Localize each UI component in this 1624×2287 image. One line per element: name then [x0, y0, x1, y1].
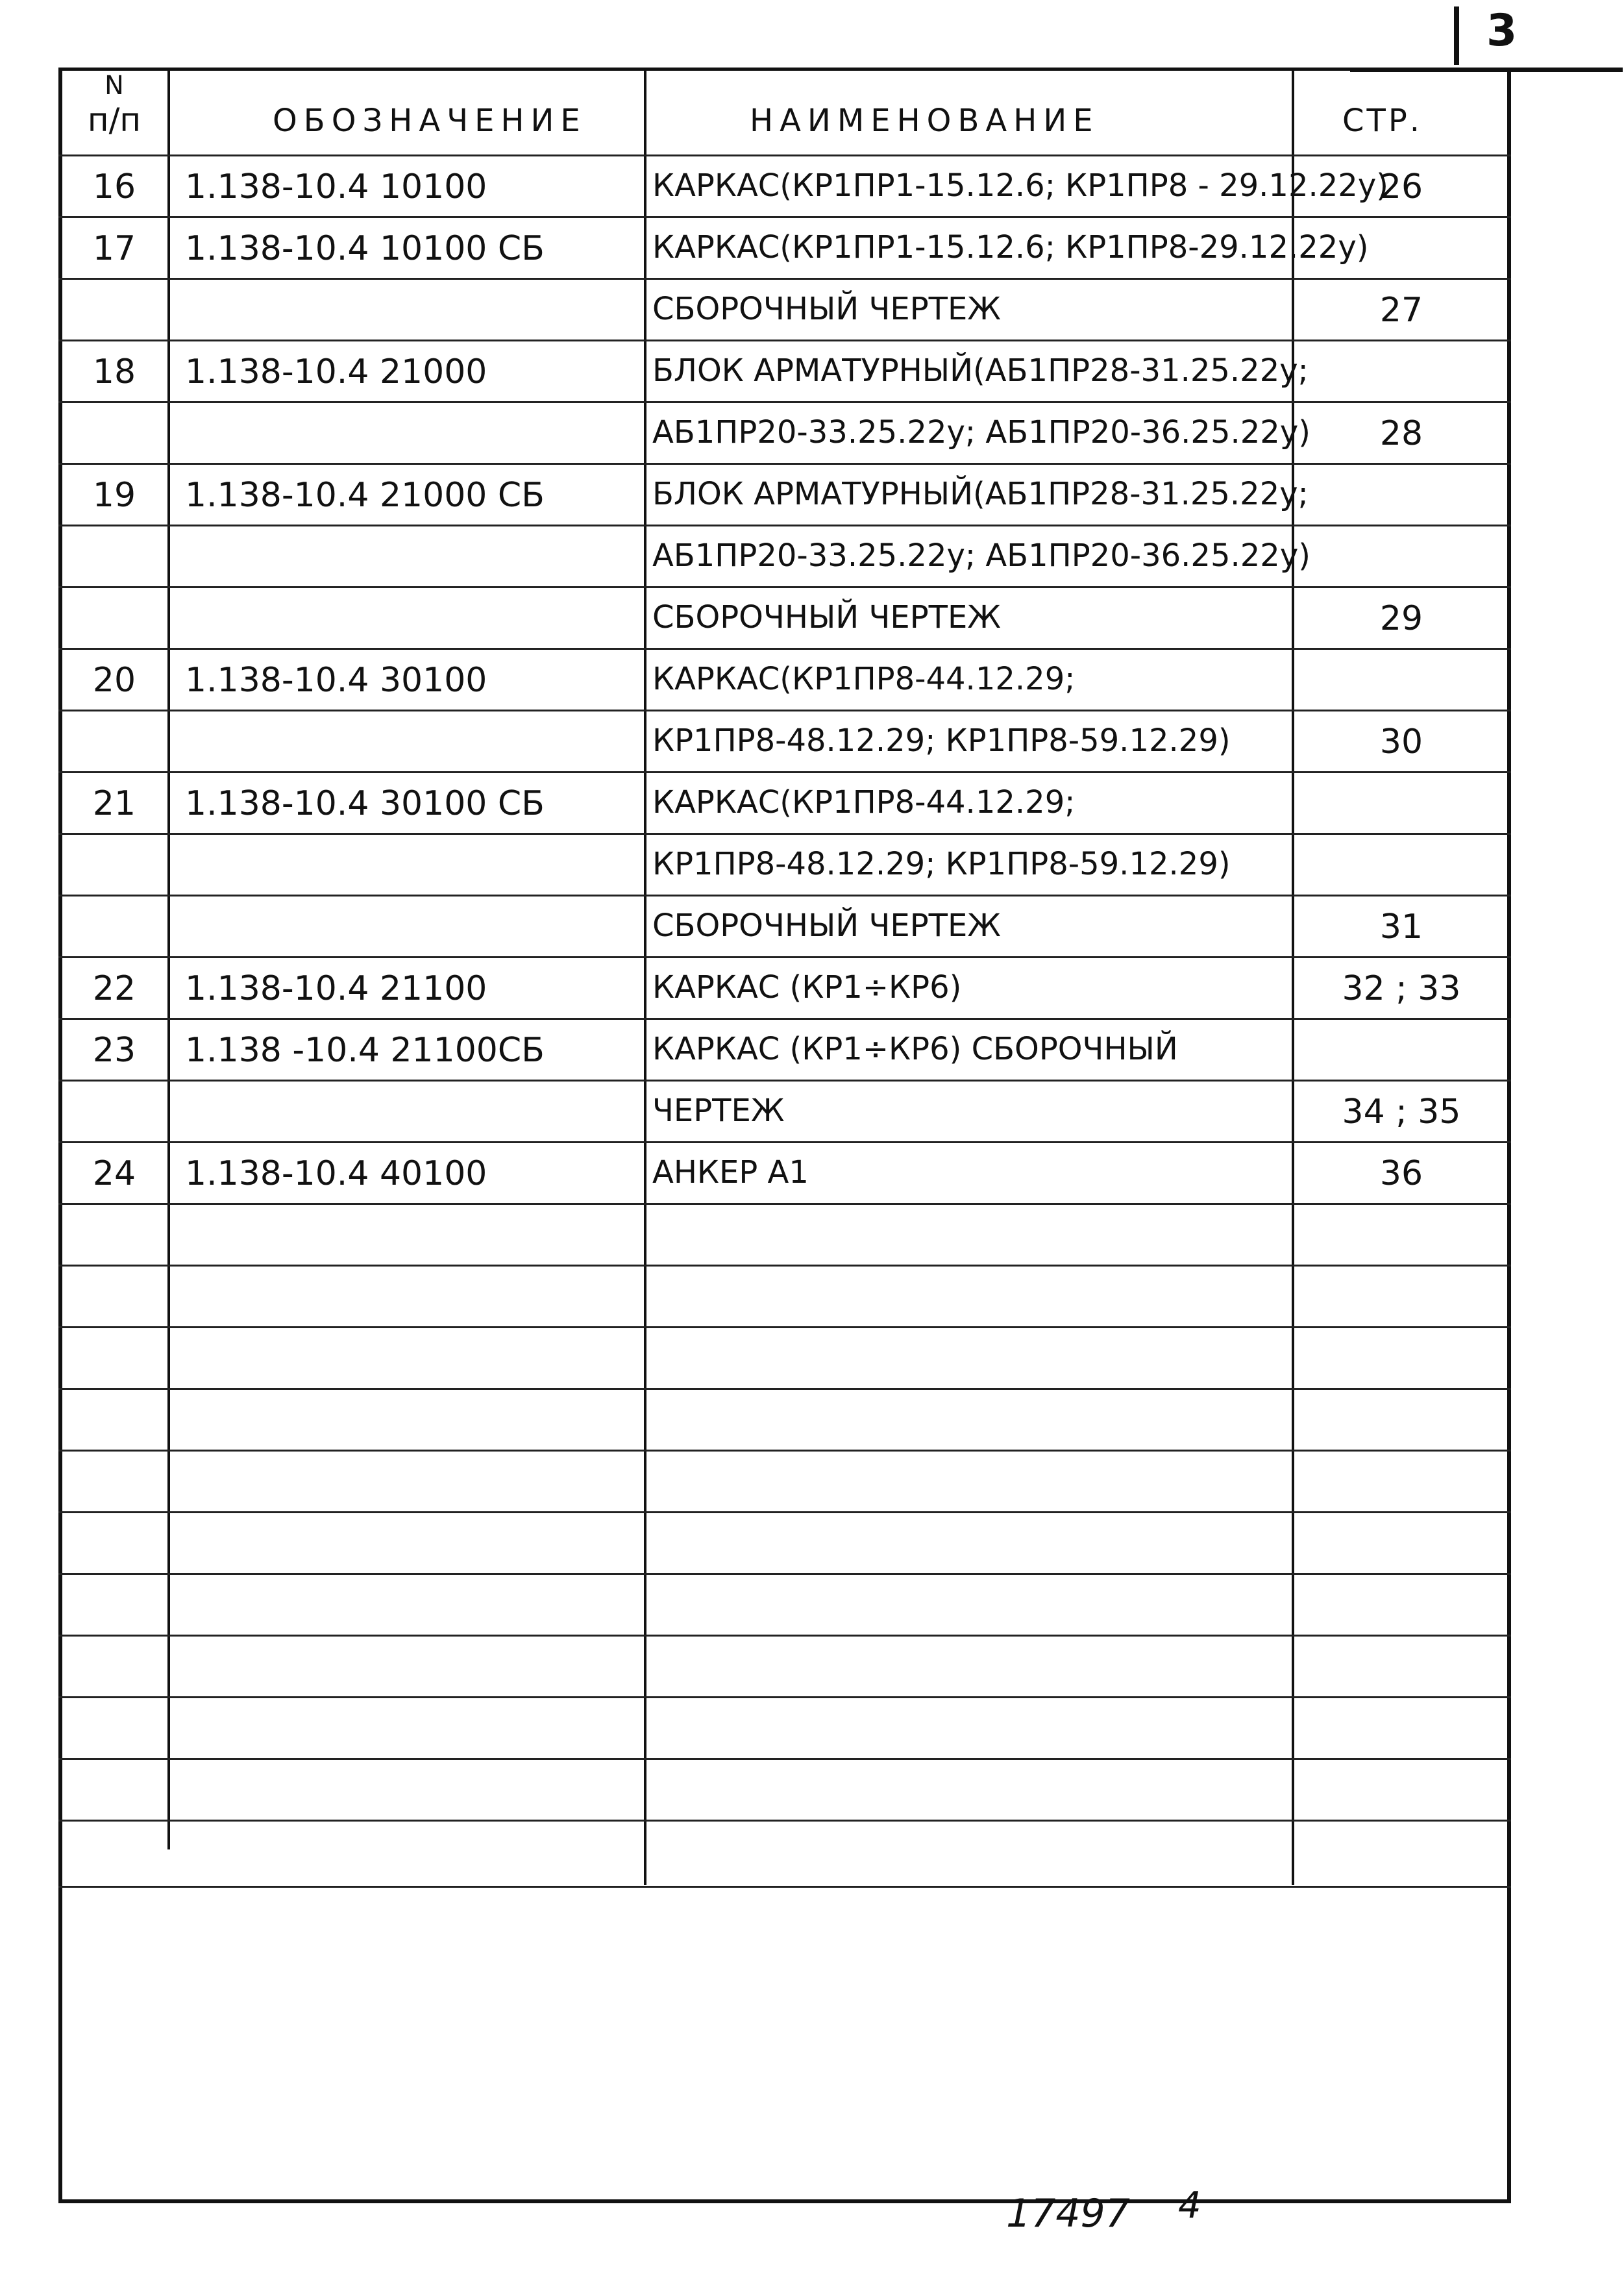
row-name: КАРКАС(КР1ПР1-15.12.6; КР1ПР8 - 29.12.22у)	[652, 167, 1388, 204]
row-designation: 1.138-10.4 21100	[185, 969, 487, 1008]
col-divider-1	[167, 68, 170, 1849]
row-designation: 1.138-10.4 21000 СБ	[185, 476, 545, 515]
page-number: 3	[1486, 5, 1518, 56]
row-number: 24	[92, 1154, 136, 1193]
row-number: 22	[92, 969, 136, 1008]
row-line	[58, 1141, 1511, 1143]
row-name: КАРКАС(КР1ПР8-44.12.29;	[652, 661, 1076, 697]
row-number: 23	[92, 1031, 136, 1070]
row-page: 32 ; 33	[1342, 969, 1461, 1008]
row-designation: 1.138-10.4 10100	[185, 167, 487, 206]
row-line	[58, 833, 1511, 835]
row-line	[58, 771, 1511, 773]
row-number: 21	[92, 784, 136, 823]
row-line	[58, 1635, 1511, 1637]
row-name: КАРКАС(КР1ПР1-15.12.6; КР1ПР8-29.12.22у)	[652, 229, 1369, 266]
row-designation: 1.138-10.4 30100	[185, 661, 487, 700]
row-designation: 1.138-10.4 21000	[185, 352, 487, 391]
header-designation: ОБОЗНАЧЕНИЕ	[273, 103, 587, 139]
row-line	[58, 956, 1511, 958]
row-designation: 1.138-10.4 30100 СБ	[185, 784, 545, 823]
row-name: КАРКАС (КР1÷КР6) СБОРОЧНЫЙ	[652, 1031, 1178, 1067]
row-line	[58, 1696, 1511, 1698]
row-name: АБ1ПР20-33.25.22у; АБ1ПР20-36.25.22у)	[652, 538, 1310, 574]
row-name: АБ1ПР20-33.25.22у; АБ1ПР20-36.25.22у)	[652, 414, 1310, 451]
row-name: СБОРОЧНЫЙ ЧЕРТЕЖ	[652, 599, 1001, 636]
row-designation: 1.138-10.4 10100 СБ	[185, 229, 545, 268]
row-name: ЧЕРТЕЖ	[652, 1093, 785, 1129]
sheet-number: 4	[1178, 2184, 1201, 2227]
header-name: НАИМЕНОВАНИЕ	[750, 103, 1100, 139]
row-name: КАРКАС(КР1ПР8-44.12.29;	[652, 784, 1076, 821]
row-line	[58, 895, 1511, 896]
row-line	[58, 1820, 1511, 1822]
row-line	[58, 1388, 1511, 1390]
row-name: СБОРОЧНЫЙ ЧЕРТЕЖ	[652, 291, 1001, 327]
document-number: 17497	[1006, 2191, 1130, 2236]
table-section-end-line	[58, 1886, 1511, 1888]
row-line	[58, 1326, 1511, 1328]
row-name: АНКЕР А1	[652, 1154, 809, 1191]
row-page: 30	[1379, 723, 1423, 761]
row-name: СБОРОЧНЫЙ ЧЕРТЕЖ	[652, 908, 1001, 944]
row-name: КАРКАС (КР1÷КР6)	[652, 969, 962, 1006]
row-number: 20	[92, 661, 136, 700]
row-designation: 1.138 -10.4 21100СБ	[185, 1031, 545, 1070]
row-page: 29	[1379, 599, 1423, 638]
row-page: 27	[1379, 291, 1423, 330]
header-page: СТР.	[1342, 103, 1423, 139]
row-line	[58, 525, 1511, 526]
row-line	[58, 1511, 1511, 1513]
row-number: 17	[92, 229, 136, 268]
row-line	[58, 586, 1511, 588]
row-number: 16	[92, 167, 136, 206]
row-page: 34 ; 35	[1342, 1093, 1461, 1131]
page-number-box	[1454, 0, 1624, 73]
row-line	[58, 1573, 1511, 1575]
row-line	[58, 1758, 1511, 1760]
header-bottom-line	[58, 155, 1511, 156]
row-designation: 1.138-10.4 40100	[185, 1154, 487, 1193]
row-number: 18	[92, 352, 136, 391]
row-line	[58, 1450, 1511, 1452]
row-line	[58, 340, 1511, 341]
row-line	[58, 463, 1511, 465]
row-number: 19	[92, 476, 136, 515]
row-line	[58, 401, 1511, 403]
row-line	[58, 1203, 1511, 1205]
row-line	[58, 648, 1511, 650]
row-line	[58, 710, 1511, 711]
row-line	[58, 1018, 1511, 1020]
row-page: 26	[1379, 167, 1423, 206]
row-name: КР1ПР8-48.12.29; КР1ПР8-59.12.29)	[652, 723, 1231, 759]
row-page: 31	[1379, 908, 1423, 946]
row-page: 28	[1379, 414, 1423, 453]
row-line	[58, 1265, 1511, 1267]
header-num-bottom: п/п	[87, 101, 141, 139]
header-num-top: N	[105, 71, 124, 101]
row-name: БЛОК АРМАТУРНЫЙ(АБ1ПР28-31.25.22у;	[652, 352, 1309, 389]
page-number-divider	[1454, 6, 1459, 65]
row-name: БЛОК АРМАТУРНЫЙ(АБ1ПР28-31.25.22у;	[652, 476, 1309, 512]
row-line	[58, 216, 1511, 218]
row-name: КР1ПР8-48.12.29; КР1ПР8-59.12.29)	[652, 846, 1231, 882]
row-line	[58, 1080, 1511, 1082]
row-page: 36	[1379, 1154, 1423, 1193]
row-line	[58, 278, 1511, 280]
